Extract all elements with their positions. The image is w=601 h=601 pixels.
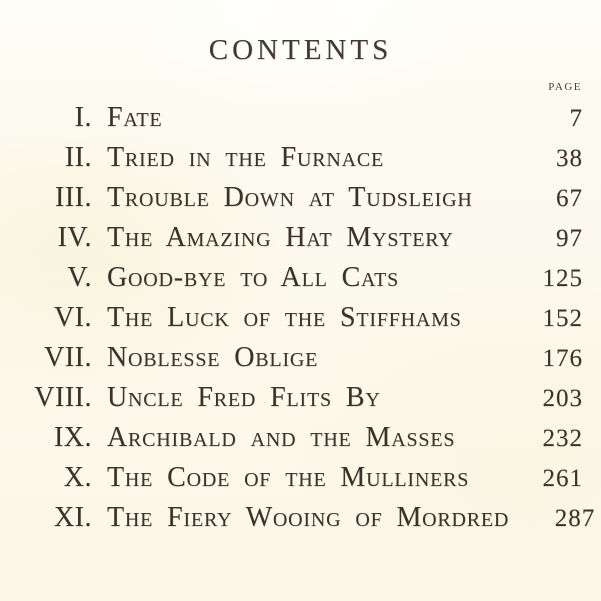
chapter-title: Uncle Fred Flits By [107, 382, 381, 413]
chapter-page-number: 152 [542, 305, 583, 332]
chapter-title: Fate [107, 102, 163, 133]
chapter-page-number: 97 [556, 225, 583, 252]
toc-row [0, 258, 601, 298]
chapter-numeral: II. [64, 142, 92, 173]
toc-row [0, 458, 601, 498]
chapter-page-number: 67 [556, 185, 583, 212]
chapter-numeral: VI. [53, 302, 92, 333]
table-of-contents [0, 98, 601, 538]
chapter-title: Good-bye to All Cats [107, 262, 400, 293]
toc-row [0, 298, 601, 338]
chapter-page-number: 232 [542, 425, 583, 452]
chapter-numeral: V. [67, 262, 92, 293]
chapter-title: The Amazing Hat Mystery [107, 222, 454, 253]
chapter-title: Trouble Down at Tudsleigh [107, 182, 473, 213]
toc-row [0, 138, 601, 178]
chapter-page-number: 38 [556, 145, 583, 172]
toc-row [0, 98, 601, 138]
chapter-page-number: 203 [542, 385, 583, 412]
chapter-numeral: I. [74, 102, 92, 133]
chapter-title: The Fiery Wooing of Mordred [107, 502, 510, 533]
page-column-label: PAGE [548, 81, 582, 93]
chapter-numeral: X. [63, 462, 92, 493]
toc-row [0, 218, 601, 258]
page-title: CONTENTS [208, 34, 393, 66]
chapter-numeral: VII. [44, 342, 92, 373]
chapter-numeral: VIII. [34, 382, 92, 413]
chapter-numeral: IX. [53, 422, 92, 453]
toc-row [0, 338, 601, 378]
chapter-numeral: XI. [53, 502, 92, 533]
toc-row [0, 418, 601, 458]
chapter-page-number: 125 [542, 265, 583, 292]
chapter-title: The Code of the Mulliners [107, 462, 470, 493]
toc-row [0, 378, 601, 418]
chapter-page-number: 176 [542, 345, 583, 372]
toc-row [0, 498, 601, 538]
chapter-page-number: 287 [554, 505, 596, 532]
chapter-numeral: III. [55, 182, 92, 213]
chapter-title: Archibald and the Masses [107, 422, 456, 453]
chapter-page-number: 7 [569, 105, 583, 132]
chapter-title: Noblesse Oblige [107, 342, 319, 373]
chapter-numeral: IV. [57, 222, 92, 253]
chapter-page-number: 261 [542, 465, 583, 492]
chapter-title: Tried in the Furnace [107, 142, 385, 173]
toc-row [0, 178, 601, 218]
chapter-title: The Luck of the Stiffhams [107, 302, 462, 333]
